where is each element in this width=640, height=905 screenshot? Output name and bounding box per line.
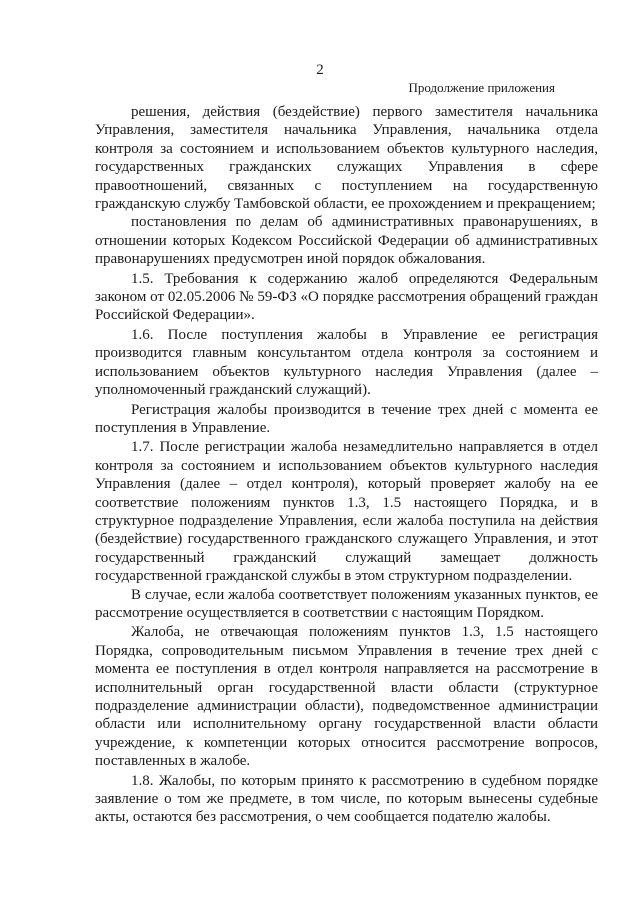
paragraph: 1.7. После регистрации жалоба незамедлительно направляется в отдел контроля за состоянием и использованием объектов культурного наследия Управления (далее – отдел контроля), который проверяет жалобу на ее соответствие положениям пунктов 1.3, 1.5 настоящего Порядка, и в структурное подразделение Управления, если жалоба поступила на действия (бездействие) государственного гражданского служащего Управления, и этот государственный гражданский служащий замещает должность государственной гражданской службы в этом структурном подразделении. bbox=[95, 439, 598, 585]
page-number: 2 bbox=[316, 62, 324, 78]
paragraph: Жалоба, не отвечающая положениям пунктов 1.3, 1.5 настоящего Порядка, сопроводительным письмом Управления в течение трех дней с момента ее поступления в отдел контроля направляется на рассмотрение в исполнительный орган государственной власти области (структурное подразделение администрации области), подведомственное администрации области или исполнительному органу государственной власти области учреждение, к компетенции которых относится рассмотрение вопросов, поставленных в жалобе. bbox=[95, 624, 598, 770]
paragraph: решения, действия (бездействие) первого заместителя начальника Управления, заместителя начальника Управления, начальника отдела контроля за состоянием и использованием объектов культурного наследия, государственных гражданских служащих Управления в сфере правоотношений, связанных с поступлением на государственную гражданскую службу Тамбовской области, ее прохождением и прекращением; bbox=[95, 104, 598, 213]
paragraph: постановления по делам об административных правонарушениях, в отношении которых Кодексом Российской Федерации об административных правонарушениях предусмотрен иной порядок обжалования. bbox=[95, 214, 598, 268]
document-body bbox=[95, 103, 598, 827]
paragraph: Регистрация жалобы производится в течение трех дней с момента ее поступления в Управление. bbox=[95, 401, 598, 436]
paragraph: В случае, если жалоба соответствует положениям указанных пунктов, ее рассмотрение осуществляется в соответствии с настоящим Порядком. bbox=[95, 586, 598, 621]
paragraph: 1.8. Жалобы, по которым принято к рассмотрению в судебном порядке заявление о том же предмете, в том числе, по которым вынесены судебные акты, остаются без рассмотрения, о чем сообщается подателю жалобы. bbox=[95, 772, 598, 826]
paragraph: 1.6. После поступления жалобы в Управление ее регистрация производится главным консультантом отдела контроля за состоянием и использованием объектов культурного наследия Управления (далее – уполномоченный гражданский служащий). bbox=[95, 326, 598, 399]
paragraph: 1.5. Требования к содержанию жалоб определяются Федеральным законом от 02.05.2006 № 59-ФЗ «О порядке рассмотрения обращений граждан Российской Федерации». bbox=[95, 270, 598, 324]
running-head: Продолжение приложения bbox=[408, 80, 555, 95]
